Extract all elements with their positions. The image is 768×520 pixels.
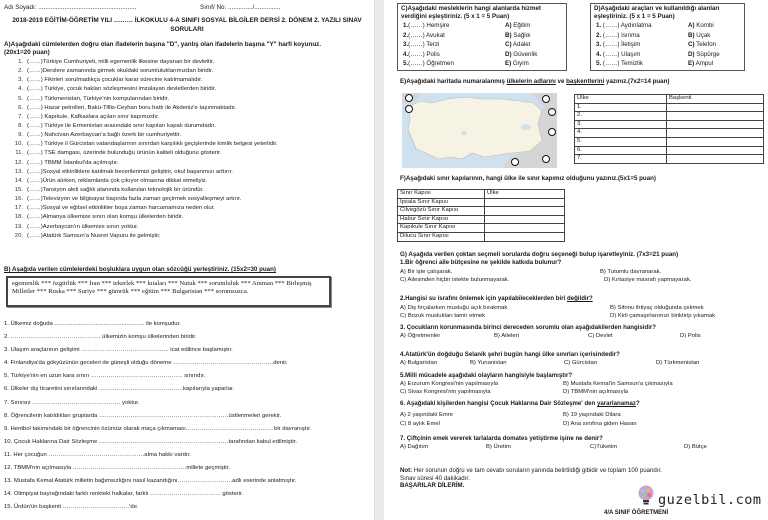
true-false-item: 7. (……) Kapıkule, Kafkaslara açılan sınır kapımızdır. [18, 113, 160, 120]
page-gutter [374, 0, 384, 520]
true-false-item: 17. (……)Sosyal ve eğitsel etkinlikler boşa zaman harcamamıza neden olur. [14, 205, 215, 212]
answer-cell[interactable] [667, 129, 764, 138]
match-row: 4.(……) Polis D) Güvenlik [403, 50, 538, 58]
table-row: 1. [575, 103, 764, 112]
option-c[interactable]: C)Tüketim [590, 444, 618, 450]
fill-in-item: 9. Hentbol takımındaki bir öğrencinin özürsüz olarak maça çıkmaması………………………………………bir davranıştır. [4, 425, 312, 432]
map-marker-2 [405, 105, 413, 113]
true-false-item: 20. (……)Atatürk Samsun'a Nusret Vapuru ile gelmiştir. [14, 232, 161, 239]
match-row: 1. (……) Aydınlatma A) Kombi [596, 22, 714, 29]
option-a[interactable]: A) Dağıtım [400, 444, 429, 450]
class-number-field: Sınıf/ No: ............../............... [200, 4, 281, 11]
question-4: 4.Atatürk'ün doğduğu Selanik şehri bugün hangi ülke sınırları içerisindedir? A) Bulgaristan B) Yunanistan C) Gürcistan D) Türkmenistan [400, 351, 700, 366]
question-5: 5.Milli mücadele aşağıdaki olayların hangisiyle başlamıştır? A) Erzurum Kongresi'nin yapılmasıyla B) Mustafa Kemal'in Samsun'a çıkmasıyla C) Sivas Kongresi'nin yapılmasıyla D) TBMM'nin açılmasıyla [400, 372, 673, 395]
student-info-line [4, 4, 364, 11]
true-false-item: 8. (……) Türkiye ile Ermenistan arasındaki sınır kapıları kapalı durumdadır. [18, 122, 216, 129]
option-c[interactable]: C) Gürcistan [564, 360, 598, 366]
option-b[interactable]: B) 19 yaşındaki Dilara [563, 412, 621, 418]
fill-in-item: 3. Ulaşım araçlarının gelişimi ……………………………………... icat edilince başlamıştır. [4, 347, 233, 354]
answer-cell[interactable] [667, 120, 764, 129]
good-luck-text: BAŞARILAR DİLERİM. [400, 482, 465, 490]
true-false-item: 6. (……) Hazar petrolleri, Bakü-Tiflis-Ceyhan boru hattı ile Akdeniz'e taşınmaktadır. [18, 104, 237, 111]
table-row: Ipsala Sınır Kapısı [398, 198, 565, 207]
option-d[interactable]: D) Türkmenistan [656, 360, 700, 366]
true-false-item: 9. (……) Nahcivan Azerbaycan'a bağlı özerk bir cumhuriyettir. [18, 132, 182, 139]
question-2: 2.Hangisi su israfını önlemek için yapılabileceklerden biri değildir? A) Diş fırçalarken musluğu açık bırakmak B) Sifonu ihtiyaç olduğunda çekmek C) Bozuk muslukları tamir etmek D) Kirli çamaşırlarımızı biriktirip yıkamak [400, 295, 716, 319]
fill-in-item: 6. Ülkeler dış ticaretini sınırlarındaki …………………………………….kapılarıyla yaparlar. [4, 386, 235, 393]
match-row: 1.(……) Hemşire A) Eğitim [403, 22, 531, 29]
fill-in-item: 12. TBMM'nin açılmasıyla ………………………………………………….millete geçmiştir. [4, 465, 230, 472]
option-b[interactable]: B) Üretim [486, 444, 511, 450]
option-c[interactable]: C) Ailesinden hiçbir istekte bulunmayarak. [400, 277, 510, 283]
exam-page-left [0, 0, 374, 520]
section-f-instruction: F)Aşağıdaki sınır kapılarının, hangi ülke ile sınır kapımız olduğunu yazınız.(5x1=5 puan) [400, 175, 656, 182]
border-gate-table [397, 189, 565, 242]
fill-in-item: 11. Her çocuğun ………………………………………….alma hakkı vardır. [4, 451, 191, 458]
option-a[interactable]: A) Öğretmenler [400, 333, 441, 339]
true-false-list [14, 58, 278, 241]
fill-in-item: 2. ………………………………………. ülkemizin komşu ülkelerinden biridir. [4, 334, 197, 341]
fill-in-item: 14. Olimpiyat bayrağındaki farklı renkteki halkalar, farklı ……………………………… gösterir. [4, 491, 244, 498]
fill-in-item: 13. Mustafa Kemal Atatürk milletin bağımsızlığını nasıl kazandığını……………………….adlı eserinde anlatmıştır. [4, 478, 297, 485]
table-row: Habur Sınır Kapısı [398, 215, 565, 224]
fill-in-item: 15. Ürdün'ün başkenti …………………………….'dır. [4, 504, 139, 511]
option-c[interactable]: C) Devlet [588, 333, 613, 339]
true-false-item: 16. (……)Televizyon ve bilgisayar başında fazla zaman geçirmek sosyalleşmeyi artırır. [14, 196, 242, 203]
answer-cell[interactable] [667, 112, 764, 121]
option-a[interactable]: A) Diş fırçalarken musluğu açık bırakmak [400, 305, 508, 311]
turkey-map [402, 93, 557, 168]
exam-note: Not: Her sorunun doğru ve tam cevabı soruların yanında belirtildiği gibidir ve toplam 100 puandır. Sınav süresi 40 dakikadır. BAŞARILAR DİLERİM. [400, 467, 740, 490]
match-row: 5.(……) Öğretmen E) Giyim [403, 60, 529, 68]
fill-in-item: 8. Öğrencilerin katıldıkları gruplarda …………………………………………………………üstlenmeleri gerekir. [4, 412, 282, 419]
question-3: 3. Çocukların korunmasında birinci dereceden sorumlu olan aşağıdakilerden hangisidir? A) Öğretmenler B) Aileleri C) Devlet D) Polis [400, 324, 701, 339]
true-false-item: 11. (……) TSE damgası, üzerinde bulunduğu ürünün kaliteli olduğunu gösterir. [15, 150, 222, 157]
map-marker-7 [542, 155, 550, 163]
section-e-instruction: E)Aşağıdaki haritada numaralanmış ülkelerin adlarını ve başkentlerini yazınız.(7x2=14 puan) [400, 78, 670, 85]
true-false-item: 1. (……)Türkiye Cumhuriyeti, milli egemenlik ilkesine dayanan bir devlettir. [18, 59, 215, 65]
option-d[interactable]: D) Kırtasiye masrafı yapmayarak. [604, 277, 692, 283]
section-d-instruction: D)Aşağıdaki araçları ve kullanıldığı alanları eşleştiriniz. (5 x 1 = 5 Puan) [594, 5, 720, 20]
table-row: Cilvegözü Sınır Kapısı [398, 207, 565, 216]
answer-cell[interactable] [667, 137, 764, 146]
true-false-item: 5. (……) Türkmenistan, Türkiye'nin komşularından biridir. [18, 95, 170, 102]
lightbulb-logo-icon [636, 485, 656, 507]
true-false-item: 3. (……) Fikirleri sorulmadıkça çocuklar karar sürecine katılmamalıdır. [18, 77, 203, 84]
turkey-outline-icon [402, 93, 557, 168]
match-row: 3. (……) İletişim C) Telefon [596, 41, 717, 49]
true-false-item: 10. (……) Türkiye il Gürcistan vatandaşlarının sınırdan karşılıklı geçişlerinde kimlik belgesi yeterlidir. [14, 141, 278, 148]
option-b[interactable]: B) Tutumlu davranarak. [600, 269, 662, 275]
option-b[interactable]: B) Mustafa Kemal'in Samsun'a çıkmasıyla [563, 381, 673, 387]
option-d[interactable]: D) Bütçe [684, 444, 707, 450]
option-d[interactable]: D) Ana sınıfına giden Hasan [563, 421, 637, 427]
answer-cell[interactable] [667, 146, 764, 155]
option-a[interactable]: A) Bir işte çalışarak. [400, 269, 453, 275]
match-row: 3.(……) Terzi C) Adalet [403, 41, 531, 49]
true-false-item: 13. (……)Sosyal etkinliklere katılmak becerilerimizi geliştirir, okul başarımızı arttırır. [14, 168, 233, 175]
student-name-field: Adı Soyadı: ........................................................ [4, 4, 137, 11]
fill-in-item: 7. Sınırsız ……………………………………… yoktur. [4, 399, 140, 406]
true-false-item: 19. (……)Azerbaycan'ın ülkemize sınırı yoktur. [14, 223, 139, 230]
map-marker-4 [548, 108, 556, 116]
fill-in-item: 10. Çocuk Haklarına Dair Sözleşme …………………………………………………………tarafından kabul edilmiştir. [4, 438, 297, 445]
answer-cell[interactable] [485, 224, 565, 233]
fill-in-item: 5. Türkiye'nin en uzun kara sınırı ……………………………………….. sınırıdır. [4, 373, 206, 380]
section-a-instruction: A)Aşağıdaki cümlelerden doğru olan ifadelerin başına "D", yanlış olan ifadelerin başına "Y" harfi koyunuz. (20x1=20 puan) [4, 41, 322, 56]
map-marker-5 [548, 128, 556, 136]
site-watermark: guzelbil.com [658, 492, 762, 508]
question-6: 6. Aşağıdaki kişilerden hangisi Çocuk Haklarına Dair Sözleşme' den yararlanamaz? A) 2 yaşındaki Emre B) 19 yaşındaki Dilara C) 8 aylık Emel D) Ana sınıfına giden Hasan [400, 400, 640, 427]
answer-cell[interactable] [485, 232, 565, 241]
answer-cell[interactable] [667, 155, 764, 164]
option-d[interactable]: D) Kirli çamaşırlarımızı biriktirip yıkamak [610, 313, 716, 319]
map-marker-6 [511, 158, 519, 166]
option-a[interactable]: A) Bulgaristan [400, 360, 437, 366]
true-false-item: 12. (……) TBMM İstanbul'da açılmıştır. [14, 159, 119, 166]
option-c[interactable]: C) 8 aylık Emel [400, 421, 440, 427]
match-row: 2.(……) Avukat B) Sağlık [403, 31, 531, 39]
map-marker-3 [542, 95, 550, 103]
answer-cell[interactable] [485, 198, 565, 207]
option-d[interactable]: D) TBMM'nin açılmasıyla [563, 389, 629, 395]
true-false-item: 4. (……) Türkiye, çocuk hakları sözleşmesini imzalayan devletlerden biridir. [18, 86, 217, 93]
question-7: 7. Çiftçinin emek vererek tarlalarda domates yetiştirme işine ne denir? A) Dağıtım B) Üretim C)Tüketim D) Bütçe [400, 435, 707, 450]
section-c-instruction: C)Aşağıdaki mesleklerin hangi alanlarda hizmet verdiğini eşleştiriniz. (5 x 1 = 5 Puan) [401, 5, 541, 20]
option-a[interactable]: A) Erzurum Kongresi'nin yapılmasıyla [400, 381, 499, 387]
table-row: 5. [575, 137, 764, 146]
match-row: 5. (……) Temizlik E) Ampul [596, 60, 714, 68]
table-row: 6. [575, 146, 764, 155]
option-a[interactable]: A) 2 yaşındaki Emre [400, 412, 454, 418]
fill-in-item: 1. Ülkemiz doğuda ....................................................... ile komşudur. [4, 321, 181, 327]
answer-cell[interactable] [485, 215, 565, 224]
option-b[interactable]: B) Yunanistan [470, 360, 507, 366]
true-false-item: 2. (……)Derslere zamanında girmek okuldaki sorumluluklarımızdan biridir. [18, 68, 214, 75]
table-row: Dilucu Sınır Kapısı [398, 232, 565, 241]
country-capital-table [574, 94, 764, 164]
map-marker-1 [405, 94, 413, 102]
option-c[interactable]: C) Sivas Kongresi'nin yapılmasıyla [400, 389, 491, 395]
word-bank-box: egemenlik *** özgürlük *** İran *** tekerlek *** kıtaları *** Nutuk *** sorumluluk *** Amman *** Birleşmiş Milletler *** Ruska *** Suriye *** gümrük *** eğitim *** Bulgaristan *** sorumsuzca. [6, 276, 331, 307]
section-d-matching-box [590, 3, 745, 71]
table-row: 4. [575, 129, 764, 138]
match-row: 2. (……) Isınma B) Uçak [596, 31, 711, 39]
section-c-matching-box [397, 3, 567, 71]
column-header-capital: Başkenti [667, 95, 764, 104]
exam-title: 2018-2019 EĞİTİM-ÖĞRETİM YILI ……… İLKOKULU 4-A SINIFI SOSYAL BİLGİLER DERSİ 2. DÖNEM 2. YAZILI SINAV SORULARI [12, 17, 362, 33]
fill-in-item: 4. Finlandiya'da gökyüzünün geceleri de güneşli olduğu döneme ……………………………………………denir. [4, 360, 288, 367]
section-g-instruction: G) Aşağıda verilen çoktan seçmeli sorularda doğru seçeneği bulup işaretleyiniz. (7x3=21 puan) [400, 251, 679, 258]
option-c[interactable]: C) Bozuk muslukları tamir etmek [400, 313, 486, 319]
column-header-gate: Sınır Kapısı [398, 190, 485, 199]
question-1: 1.Bir öğrenci aile bütçesine ne şekilde katkıda bulunur? A) Bir işte çalışarak. B) Tutumlu davranarak. C) Ailesinden hiçbir istekte bulunmayarak. D) Kırtasiye masrafı yapmayarak. [400, 259, 692, 283]
table-row: 7. [575, 155, 764, 164]
option-b[interactable]: B) Sifonu ihtiyaç olduğunda çekmek [610, 305, 704, 311]
fill-in-blank-list [4, 320, 311, 516]
match-row: 4. (……) Ulaşım D) Süpürge [596, 50, 720, 58]
column-header-country: Ülke [575, 95, 667, 104]
teacher-signature: 4/A SINIF ÖĞRETMENİ [604, 510, 669, 516]
true-false-item: 14. (……)Ürün alırken, reklamlarda çok çıkıyor olmasına dikkat etmeliyiz. [14, 177, 208, 184]
table-row: Kapıkule Sınır Kapısı [398, 224, 565, 233]
true-false-item: 18. (……)Almanya ülkemize sınırı olan komşu ülkelerden biridir. [14, 214, 184, 221]
exam-page-right [384, 0, 768, 520]
answer-cell[interactable] [485, 207, 565, 216]
table-row: 3. [575, 120, 764, 129]
exam-duration: Sınav süresi 40 dakikadır. [400, 474, 470, 482]
column-header-country: Ülke [485, 190, 565, 199]
table-row: 2. [575, 112, 764, 121]
option-d[interactable]: D) Polis [680, 333, 701, 339]
option-b[interactable]: B) Aileleri [494, 333, 519, 339]
answer-cell[interactable] [667, 103, 764, 112]
true-false-item: 15. (……)Tansiyon aleti sağlık alanında kullanılan teknolojik bir üründür. [14, 186, 204, 193]
section-b-instruction: B) Aşağıda verilen cümlelerdeki boşluklara uygun olan sözcüğü yerleştiriniz. (15x2=30 puan) [4, 266, 276, 273]
